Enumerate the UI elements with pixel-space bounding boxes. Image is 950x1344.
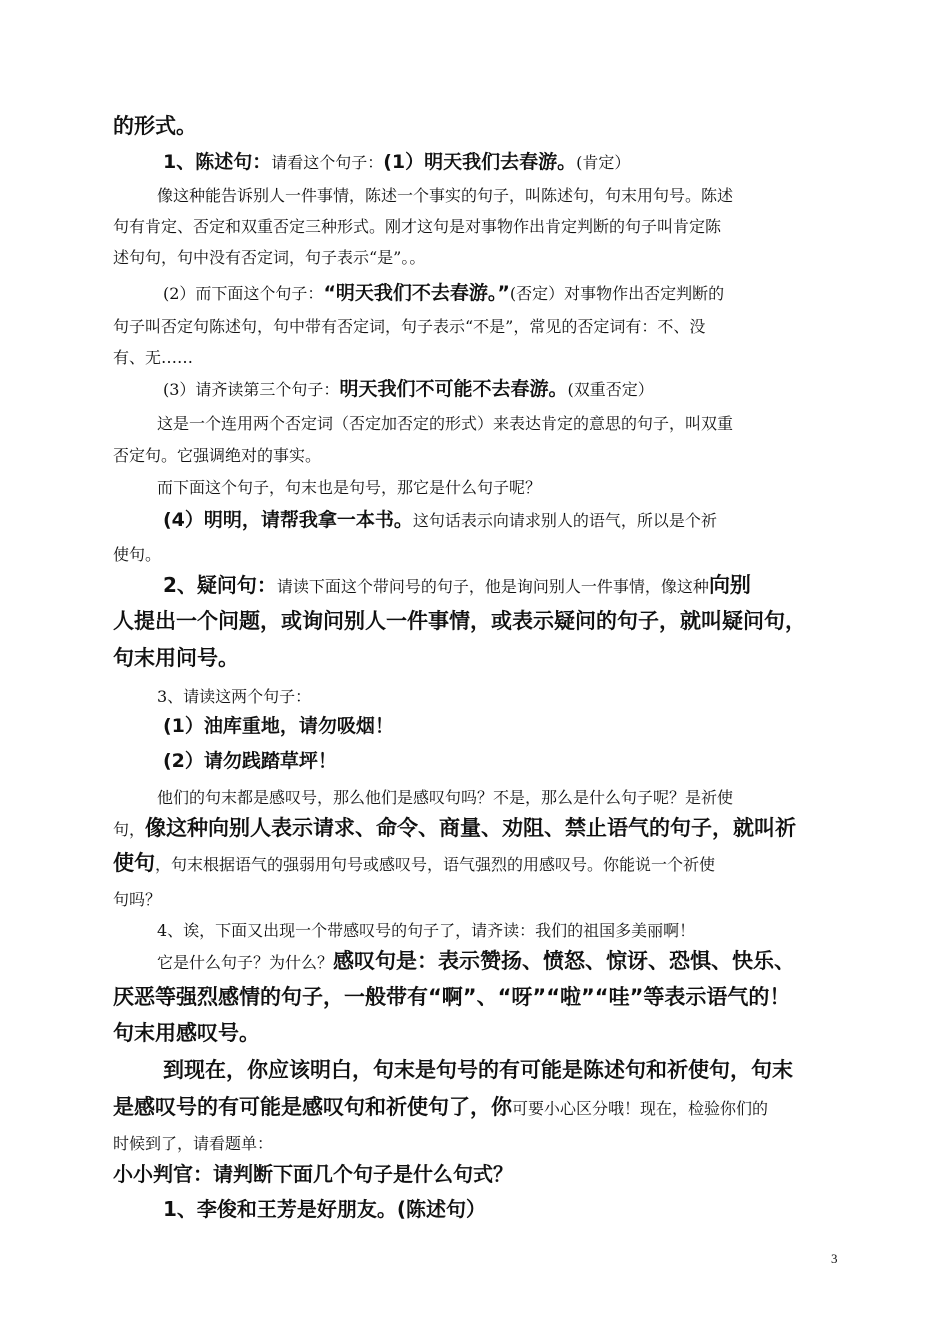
text-line: 这是一个连用两个否定词（否定加否定的形式）来表达肯定的意思的句子，叫双重: [157, 414, 734, 433]
text-line: 厌恶等强烈感情的句子，一般带有“啊”、“呀”“啦”“哇”等表示语气的！: [113, 985, 791, 1009]
text-line: 他们的句末都是感叹号，那么他们是感叹句吗？不是，那么是什么句子呢？是祈使: [157, 788, 734, 807]
heading-declarative: 1、陈述句：请看这个句子：(1）明天我们去春游。(肯定）: [163, 151, 631, 173]
example-sentence: (1）油库重地，请勿吸烟！: [163, 715, 394, 737]
quiz-item: 1、李俊和王芳是好朋友。(陈述句）: [163, 1197, 487, 1221]
text-line: 它是什么句子？为什么？感叹句是：表示赞扬、愤怒、惊讶、恐惧、快乐、: [157, 949, 796, 973]
example-sentence: (2）请勿践踏草坪！: [163, 750, 337, 772]
text-line: (4）明明，请帮我拿一本书。这句话表示向请求别人的语气，所以是个祈: [163, 509, 717, 531]
text-line: 句有肯定、否定和双重否定三种形式。刚才这句是对事物作出肯定判断的句子叫肯定陈: [113, 217, 722, 236]
text-line: 句，像这种向别人表示请求、命令、商量、劝阻、禁止语气的句子，就叫祈: [113, 816, 797, 840]
text-line: 而下面这个句子，句末也是句号，那它是什么句子呢？: [157, 478, 542, 497]
text-line: 句子叫否定句陈述句，句中带有否定词，句子表示“不是”，常见的否定词有：不、没: [113, 317, 706, 336]
text-line: 使句，句末根据语气的强弱用句号或感叹号，语气强烈的用感叹号。你能说一个祈使: [113, 851, 716, 875]
heading-interrogative: 2、疑问句：请读下面这个带问号的句子，他是询问别人一件事情，像这种向别: [163, 573, 751, 597]
text-line: 句吗？: [113, 890, 162, 909]
text-line: 句末用感叹号。: [113, 1021, 260, 1045]
text-line: (2）而下面这个句子：“明天我们不去春游。”(否定）对事物作出否定判断的: [163, 282, 725, 304]
text-line: 是感叹号的有可能是感叹句和祈使句了，你可要小心区分哦！现在，检验你们的: [113, 1095, 769, 1119]
text-line: 有、无……: [113, 348, 194, 367]
text-line: 时候到了，请看题单：: [113, 1134, 274, 1153]
text-line: 句末用问号。: [113, 646, 239, 670]
quiz-heading: 小小判官：请判断下面几个句子是什么句式？: [113, 1162, 513, 1186]
text-line: (3）请齐读第三个句子：明天我们不可能不去春游。(双重否定）: [163, 378, 654, 400]
text-line: 3、请读这两个句子：: [157, 687, 312, 706]
page-number: 3: [831, 1251, 838, 1266]
text-line: 使句。: [113, 545, 162, 564]
text-line: 述句句，句中没有否定词，句子表示“是”。。: [113, 248, 426, 267]
text-line: 否定句。它强调绝对的事实。: [113, 446, 322, 465]
text-line: 到现在，你应该明白，句末是句号的有可能是陈述句和祈使句，句末: [163, 1058, 793, 1082]
text-line: 4、诶，下面又出现一个带感叹号的句子了，请齐读：我们的祖国多美丽啊！: [157, 921, 696, 940]
text-line: 的形式。: [113, 114, 197, 138]
text-line: 像这种能告诉别人一件事情，陈述一个事实的句子，叫陈述句，句末用句号。陈述: [157, 186, 734, 205]
text-line: 人提出一个问题，或询问别人一件事情，或表示疑问的句子，就叫疑问句，: [113, 609, 806, 633]
